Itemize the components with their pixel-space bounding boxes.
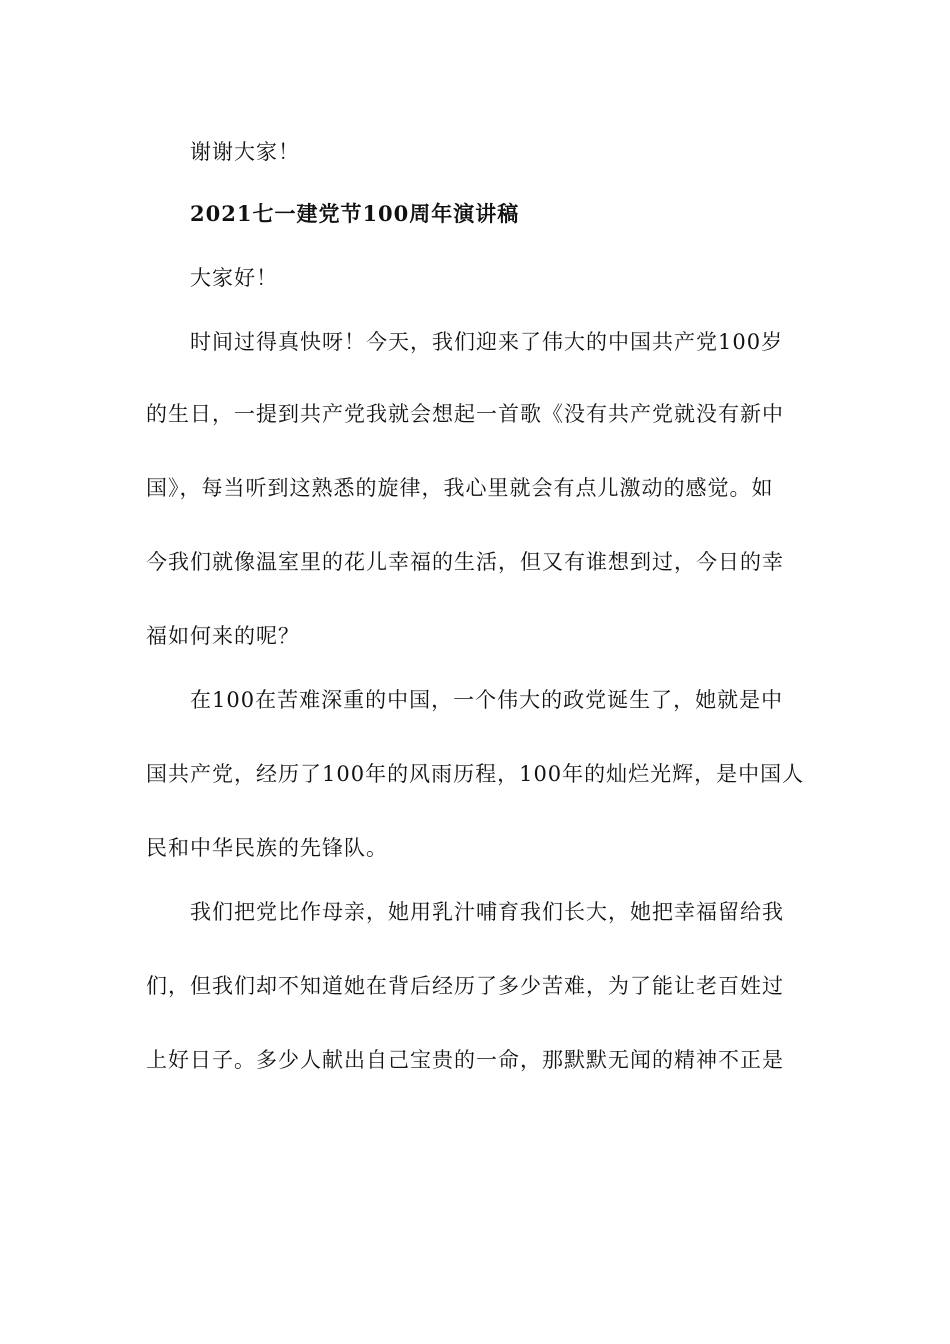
paragraph-line: 上好日子。多少人献出自己宝贵的一命，那默默无闻的精神不正是 — [146, 1048, 784, 1072]
paragraph-line: 民和中华民族的先锋队。 — [146, 836, 388, 860]
paragraph-line: 在100在苦难深重的中国，一个伟大的政党诞生了，她就是中 — [190, 688, 784, 712]
paragraph-line: 国共产党，经历了100年的风雨历程，100年的灿烂光辉，是中国人 — [146, 762, 805, 786]
greeting-line: 大家好！ — [190, 266, 278, 290]
paragraph-line: 福如何来的呢？ — [146, 624, 300, 648]
paragraph-line: 们，但我们却不知道她在背后经历了多少苦难，为了能让老百姓过 — [146, 974, 784, 998]
closing-line: 谢谢大家！ — [190, 140, 300, 164]
paragraph-line: 今我们就像温室里的花儿幸福的生活，但又有谁想到过，今日的幸 — [146, 550, 784, 574]
paragraph-line: 的生日，一提到共产党我就会想起一首歌《没有共产党就没有新中 — [146, 402, 784, 426]
paragraph-line: 我们把党比作母亲，她用乳汁哺育我们长大，她把幸福留给我 — [190, 900, 784, 924]
paragraph-line: 国》，每当听到这熟悉的旋律，我心里就会有点儿激动的感觉。如 — [146, 476, 774, 500]
paragraph-line: 时间过得真快呀！今天，我们迎来了伟大的中国共产党100岁 — [190, 330, 784, 354]
speech-title: 2021七一建党节100周年演讲稿 — [190, 201, 520, 226]
